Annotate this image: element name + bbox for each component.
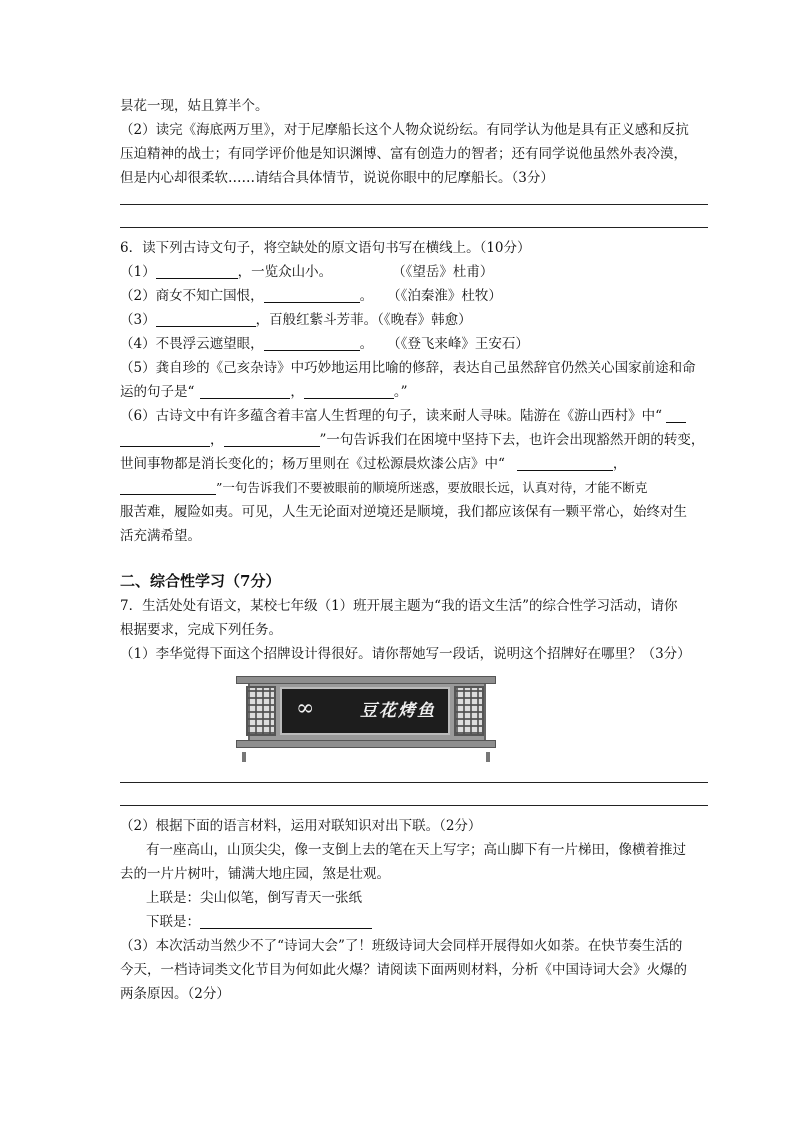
q6-4-prefix: （4）不畏浮云遮望眼， — [120, 336, 264, 352]
q5-2-line-2: 压迫精神的战士；有同学评价他是知识渊博、富有创造力的智者；还有同学说他虽然外表冷漠， — [120, 146, 687, 162]
signboard — [232, 672, 498, 752]
q6-item-3 — [120, 308, 708, 332]
q7-1: （1）李华觉得下面这个招牌设计得很好。请你帮她写一段话，说明这个招牌好在哪里？（3分） — [120, 646, 691, 662]
q6-item-6-line-4 — [120, 476, 708, 500]
q6-item-2 — [120, 284, 708, 308]
q7-2-material-2: 去的一片片树叶，铺满大地庄园，煞是壮观。 — [120, 866, 390, 882]
section-2-title: 二、综合性学习（7分） — [120, 572, 281, 590]
q6-item-5-line-1: （5）龚自珍的《己亥杂诗》中巧妙地运用比喻的修辞，表达自己虽然辞官仍然关心国家前途和命 — [120, 360, 696, 376]
q5-continuation: 昙花一现，姑且算半个。 — [120, 98, 269, 114]
q6-item-4 — [120, 332, 708, 356]
signboard-text: 豆花烤鱼 — [360, 701, 436, 721]
answer-blank[interactable] — [120, 480, 216, 495]
q7-2-material-1: 有一座高山，山顶尖尖，像一支倒上去的笔在天上写字；高山脚下有一片梯田，像横着推过 — [146, 842, 686, 858]
q7-3-line-3: 两条原因。（2分） — [120, 986, 230, 1002]
answer-blank[interactable] — [120, 432, 210, 447]
answer-blank[interactable] — [156, 312, 256, 327]
q6-6-mid: ， — [210, 432, 224, 448]
q6-item-6-line-5: 服苦难，履险如夷。可见，人生无论面对逆境还是顺境，我们都应该保有一颗平常心，始终对生 — [120, 504, 687, 520]
answer-blank[interactable] — [517, 456, 613, 471]
upper-couplet: 上联是：尖山似笔，倒写青天一张纸 — [146, 890, 362, 906]
q5-2-line-1: （2）读完《海底两万里》，对于尼摩船长这个人物众说纷纭。有同学认为他是具有正义感和反抗 — [120, 122, 689, 138]
q6-1-source: （《望岳》杜甫） — [392, 264, 494, 280]
answer-blank[interactable] — [200, 384, 290, 399]
lower-couplet-blank[interactable] — [200, 914, 372, 929]
answer-blank[interactable] — [304, 384, 394, 399]
q6-6-line2: ”一句告诉我们在困境中坚持下去，也许会出现豁然开朗的转变， — [319, 432, 705, 448]
q5-2-line-3: 但是内心却很柔软……请结合具体情节，说说你眼中的尼摩船长。（3分） — [120, 170, 554, 186]
q6-item-6-line-1 — [120, 404, 708, 428]
q6-2-source: （《泊秦淮》杜牧） — [387, 288, 502, 304]
q6-4-suffix: 。 — [359, 336, 374, 352]
answer-blank[interactable] — [224, 432, 320, 447]
q6-1-suffix: ，一览众山小。 — [237, 264, 333, 280]
q6-title: 6．读下列古诗文句子，将空缺处的原文语句书写在横线上。（10分） — [120, 240, 531, 256]
q7-line-2: 根据要求，完成下列任务。 — [120, 622, 282, 638]
answer-blank[interactable] — [156, 264, 238, 279]
q6-6-line3: 世间事物都是消长变化的；杨万里则在《过松源晨炊漆公店》中“ — [120, 456, 505, 472]
q6-5-suffix: 。” — [393, 384, 408, 400]
q6-3-prefix: （3） — [120, 312, 156, 328]
q6-6-line1: （6）古诗文中有许多蕴含着丰富人生哲理的句子，读来耐人寻味。陆游在《游山西村》中“ — [120, 408, 662, 424]
signboard-leg-right — [486, 752, 490, 762]
q7-line-1: 7．生活处处有语文，某校七年级（1）班开展主题为“我的语文生活”的综合性学习活动，请你 — [120, 598, 678, 614]
q6-2-prefix: （2）商女不知亡国恨， — [120, 288, 264, 304]
q6-item-6-line-2 — [120, 428, 708, 452]
answer-blank[interactable] — [264, 288, 360, 303]
q7-3-line-1: （3）本次活动当然少不了“诗词大会”了！班级诗词大会同样开展得如火如荼。在快节奏生活的 — [120, 938, 683, 954]
swirl-logo-icon: ∞ — [296, 696, 315, 721]
q6-item-6-line-3 — [120, 452, 708, 476]
lattice-left — [246, 686, 276, 736]
lower-couplet — [120, 910, 708, 934]
q6-4-source: （《登飞来峰》王安石） — [387, 336, 529, 352]
q6-2-suffix: 。 — [359, 288, 374, 304]
q6-1-prefix: （1） — [120, 264, 156, 280]
answer-blank[interactable] — [264, 336, 360, 351]
q6-5-prefix: 运的句子是“ — [120, 384, 195, 400]
q6-5-mid: ， — [290, 384, 304, 400]
exam-page — [120, 94, 708, 1006]
q7-3-line-2: 今天，一档诗词类文化节目为何如此火爆？请阅读下面两则材料，分析《中国诗词大会》火爆的 — [120, 962, 687, 978]
q6-6-line4: ”一句告诉我们不要被眼前的顺境所迷惑，要放眼长远，认真对待，才能不断克 — [216, 480, 648, 495]
q7-2: （2）根据下面的语言材料，运用对联知识对出下联。（2分） — [120, 818, 482, 834]
q6-6-line3-comma: ， — [612, 456, 627, 472]
q6-item-1 — [120, 260, 708, 284]
signboard-leg-left — [242, 752, 246, 762]
q6-item-6-line-6: 活充满希望。 — [120, 528, 201, 544]
signboard-figure — [120, 672, 708, 768]
lower-couplet-label: 下联是： — [146, 914, 200, 930]
signboard-bottom-bar — [236, 740, 496, 748]
q6-3-suffix: ，百般红紫斗芳菲。（《晚春》韩愈） — [255, 312, 472, 328]
q6-item-5-line-2 — [120, 380, 708, 404]
signboard-top-bar — [236, 676, 496, 684]
lattice-right — [454, 686, 484, 736]
answer-blank[interactable] — [666, 408, 686, 423]
